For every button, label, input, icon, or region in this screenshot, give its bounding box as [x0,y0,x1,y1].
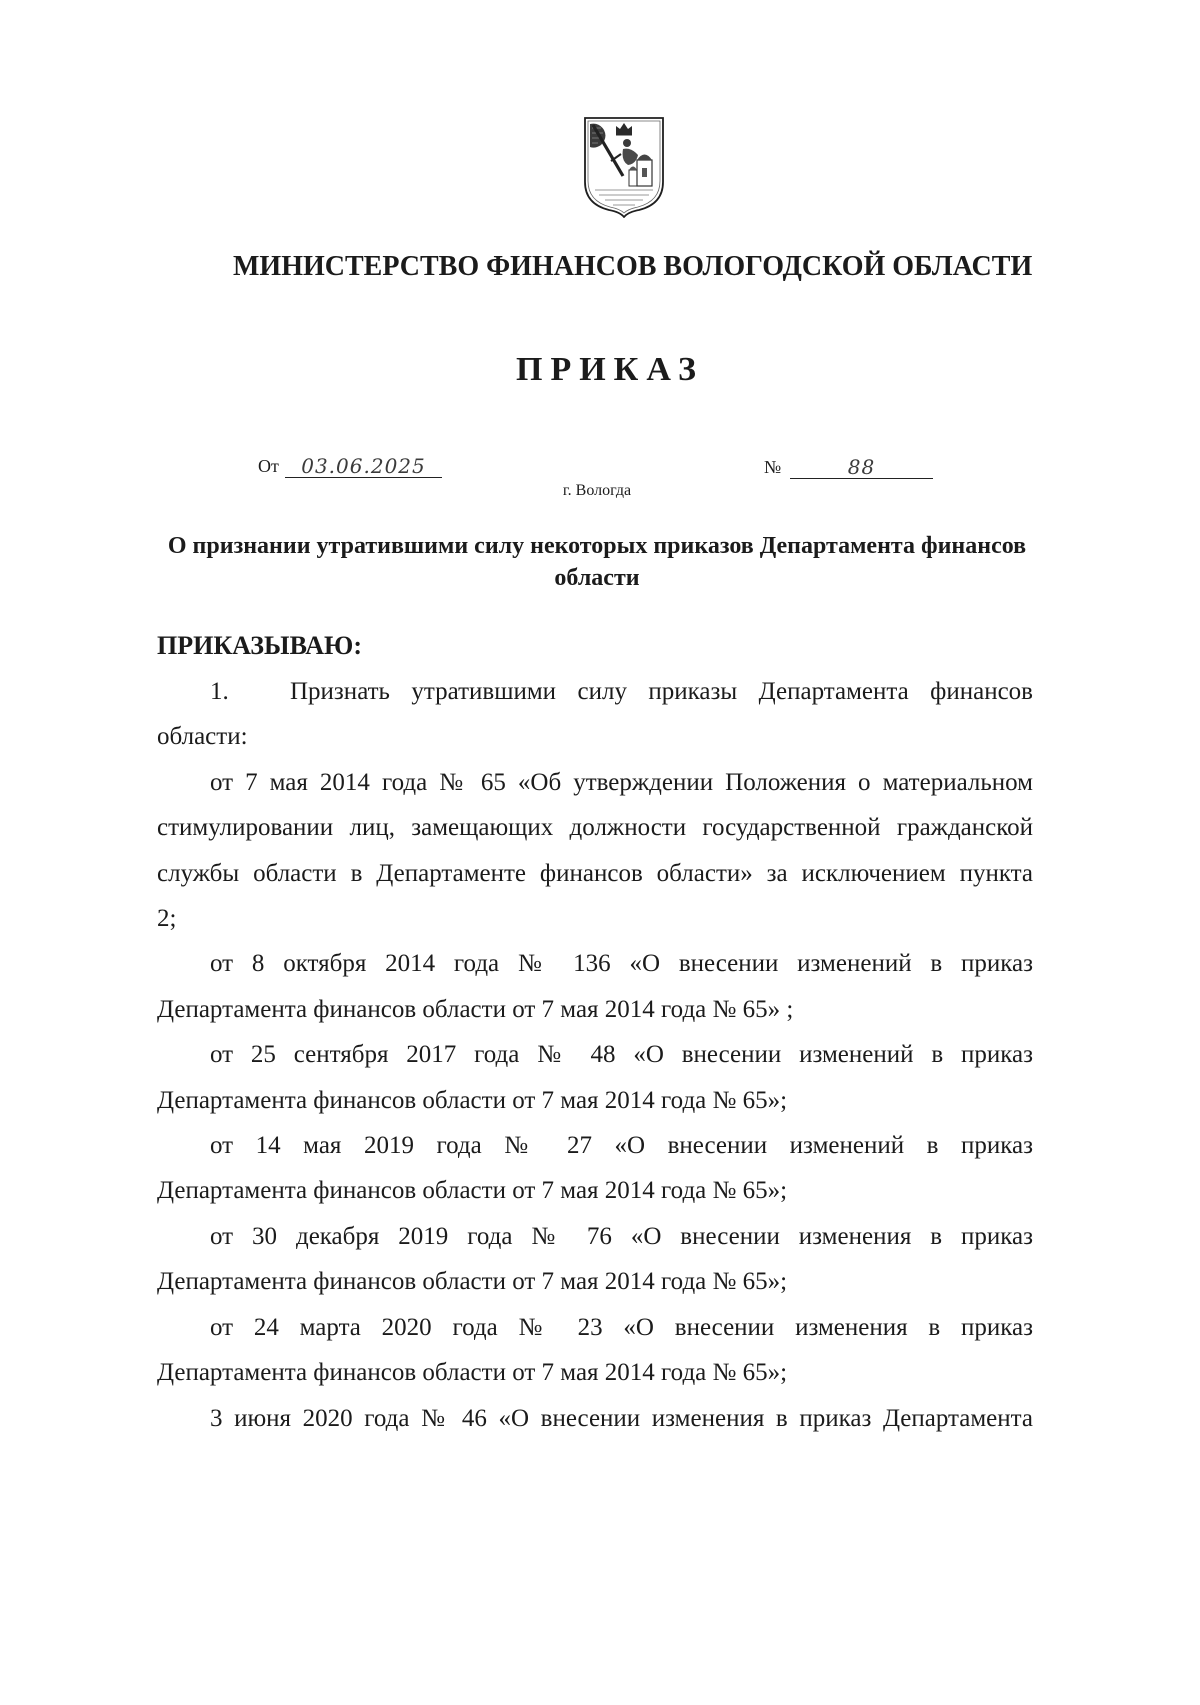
body-line: Департамента финансов области от 7 мая 2014 года № 65»; [157,1086,788,1114]
number-prefix: № [764,457,782,477]
ministry-name: МИНИСТЕРСТВО ФИНАНСОВ ВОЛОГОДСКОЙ ОБЛАСТИ [233,251,1033,282]
document-body [157,669,1033,1441]
body-line: от 25 сентября 2017 года № 48 «О внесении изменений в приказ [210,1041,1033,1069]
handwritten-date: 03.06.2025 [301,454,426,478]
number-field [790,455,933,479]
body-line: от 8 октября 2014 года № 136 «О внесении изменений в приказ [210,950,1033,978]
city: г. Вологда [562,482,632,499]
document-type: ПРИКАЗ [516,351,704,388]
body-line: от 7 мая 2014 года № 65 «Об утверждении Положения о материальном [210,768,1033,796]
body-line: Департамента финансов области от 7 мая 2014 года № 65» ; [157,995,794,1023]
date-prefix: От [258,456,279,476]
coat-of-arms-graphic [583,116,665,218]
directive: ПРИКАЗЫВАЮ: [157,631,362,660]
paragraph [157,941,1033,1032]
paragraph [157,760,1033,942]
body-line: Департамента финансов области от 7 мая 2014 года № 65»; [157,1359,788,1387]
body-line: от 30 декабря 2019 года № 76 «О внесении изменения в приказ [210,1222,1033,1250]
paragraph [157,1305,1033,1396]
date-field [285,454,442,478]
body-line: 3 июня 2020 года № 46 «О внесении изменения в приказ Департамента [210,1404,1033,1432]
body-line: стимулировании лиц, замещающих должности государственной гражданской [157,814,1033,842]
paragraph-numbered [157,669,1033,760]
body-line: Департамента финансов области от 7 мая 2014 года № 65»; [157,1177,788,1205]
paragraph [157,1032,1033,1123]
body-line: 2; [157,905,177,933]
coat-of-arms-icon [583,116,665,218]
body-line: от 14 мая 2019 года № 27 «О внесении изменений в приказ [210,1132,1033,1160]
paragraph [157,1123,1033,1214]
handwritten-number: 88 [847,455,876,479]
body-line: службы области в Департаменте финансов области» за исключением пункта [157,859,1033,887]
body-line [157,669,1033,714]
body-line: области: [157,723,248,751]
item-number: 1. [210,678,229,705]
body-line-text: Признать утратившими силу приказы Департамента финансов [290,678,1033,705]
body-line: Департамента финансов области от 7 мая 2014 года № 65»; [157,1268,788,1296]
paragraph [157,1214,1033,1305]
paragraph [157,1396,1033,1441]
document-title: О признании утратившими силу некоторых приказов Департамента финансов области [167,533,1027,591]
body-line: от 24 марта 2020 года № 23 «О внесении изменения в приказ [210,1313,1033,1341]
